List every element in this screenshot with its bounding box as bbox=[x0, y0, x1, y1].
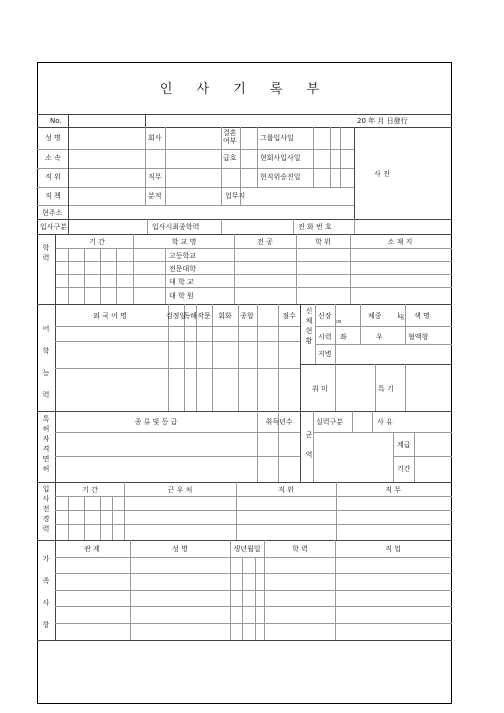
photo-label: 사 진 bbox=[374, 170, 390, 178]
family-head-education: 학 력 bbox=[292, 545, 308, 553]
skill-label: 특 기 bbox=[378, 385, 394, 393]
vision-right: 우 bbox=[376, 333, 383, 341]
phone-label: 전 화 번 호 bbox=[298, 223, 332, 231]
career-section-label: 입사전경력 bbox=[42, 485, 50, 533]
weight-unit: ㎏ bbox=[398, 313, 405, 320]
no-label: No. bbox=[50, 117, 62, 125]
height-unit: ㎝ bbox=[336, 319, 342, 325]
hobby-label: 취 미 bbox=[312, 385, 328, 393]
grade-label: 급호 bbox=[223, 154, 237, 162]
edu-head-school: 학 교 명 bbox=[171, 238, 197, 246]
military-section-label: 군 역 bbox=[305, 431, 313, 459]
career-head-position: 직 위 bbox=[278, 486, 294, 494]
family-section-label: 가족사항 bbox=[42, 555, 50, 629]
work-label: 업무지 bbox=[225, 192, 246, 200]
edu-row-college: 전문대학 bbox=[169, 265, 197, 273]
group-join-label: 그룹입사일 bbox=[260, 134, 294, 142]
vision-label: 시력 bbox=[318, 333, 332, 341]
lang-head-speaking: 회화 bbox=[218, 312, 232, 320]
language-section-label: 어학능력 bbox=[42, 325, 50, 399]
edu-head-location: 소 재 지 bbox=[387, 238, 413, 246]
military-reason-label: 사 유 bbox=[377, 418, 393, 426]
field-label: 분적 bbox=[148, 192, 162, 200]
vision-left: 좌 bbox=[340, 333, 347, 341]
lang-head-total: 종합 bbox=[240, 312, 254, 320]
lang-head-reading: 독해 bbox=[183, 312, 197, 320]
blood-label: 혈액형 bbox=[408, 333, 429, 341]
company-label: 회사 bbox=[148, 134, 162, 142]
family-head-job: 직 업 bbox=[385, 545, 401, 553]
military-period-label: 기간 bbox=[397, 465, 411, 473]
lang-head-score: 점수 bbox=[282, 312, 296, 320]
license-section-label: 특허자격면허 bbox=[42, 415, 50, 473]
record-form bbox=[37, 62, 452, 704]
military-rank-label: 실력구분 bbox=[316, 418, 344, 426]
lang-head-date: 검정일 bbox=[165, 312, 187, 320]
lang-head-name: 외 국 어 명 bbox=[93, 312, 127, 320]
entry-education-label: 입사시최종학력 bbox=[152, 223, 200, 231]
weight-label: 체중 bbox=[368, 312, 382, 320]
education-section-label: 학 력 bbox=[42, 244, 50, 262]
current-join-label: 현회사입사일 bbox=[260, 154, 301, 162]
dept-label: 소 속 bbox=[45, 154, 61, 162]
edu-row-university: 대 학 교 bbox=[169, 278, 194, 286]
disease-label: 지병 bbox=[318, 350, 332, 358]
position-label: 직 위 bbox=[45, 173, 61, 181]
duty-label: 직무 bbox=[148, 173, 162, 181]
career-head-period: 기 간 bbox=[82, 486, 98, 494]
body-section-label: 신체현황 bbox=[305, 307, 313, 345]
career-head-company: 근 우 처 bbox=[167, 486, 193, 494]
height-label: 신장 bbox=[318, 312, 332, 320]
edu-row-graduate: 대 학 원 bbox=[169, 292, 194, 300]
address-label: 현주소 bbox=[42, 209, 63, 217]
marital-label: 결혼여부 bbox=[223, 129, 237, 145]
license-head-years: 취득년수 bbox=[265, 418, 293, 426]
name-label: 성 명 bbox=[45, 134, 61, 142]
military-rank2-label: 계급 bbox=[397, 441, 411, 449]
issue-date: 20 年 月 日發行 bbox=[357, 117, 408, 125]
edu-head-period: 기 간 bbox=[89, 238, 105, 246]
family-head-birth: 생년월일 bbox=[233, 545, 261, 553]
color-label: 색 명 bbox=[414, 312, 430, 320]
family-head-relation: 관 계 bbox=[84, 545, 100, 553]
license-head-type: 종 류 및 등 급 bbox=[134, 418, 178, 426]
edu-head-major: 전 공 bbox=[257, 238, 273, 246]
form-title: 인 사 기 록 부 bbox=[159, 82, 330, 97]
edu-head-degree: 학 위 bbox=[315, 238, 331, 246]
job-label: 직 책 bbox=[45, 192, 61, 200]
career-head-duty: 직 무 bbox=[385, 486, 401, 494]
family-head-name: 성 명 bbox=[172, 545, 188, 553]
edu-row-high: 고등학교 bbox=[169, 252, 197, 260]
promotion-label: 현직위승진일 bbox=[260, 173, 301, 181]
entry-type-label: 입사구분 bbox=[40, 223, 68, 231]
lang-head-writing: 작문 bbox=[197, 312, 211, 320]
